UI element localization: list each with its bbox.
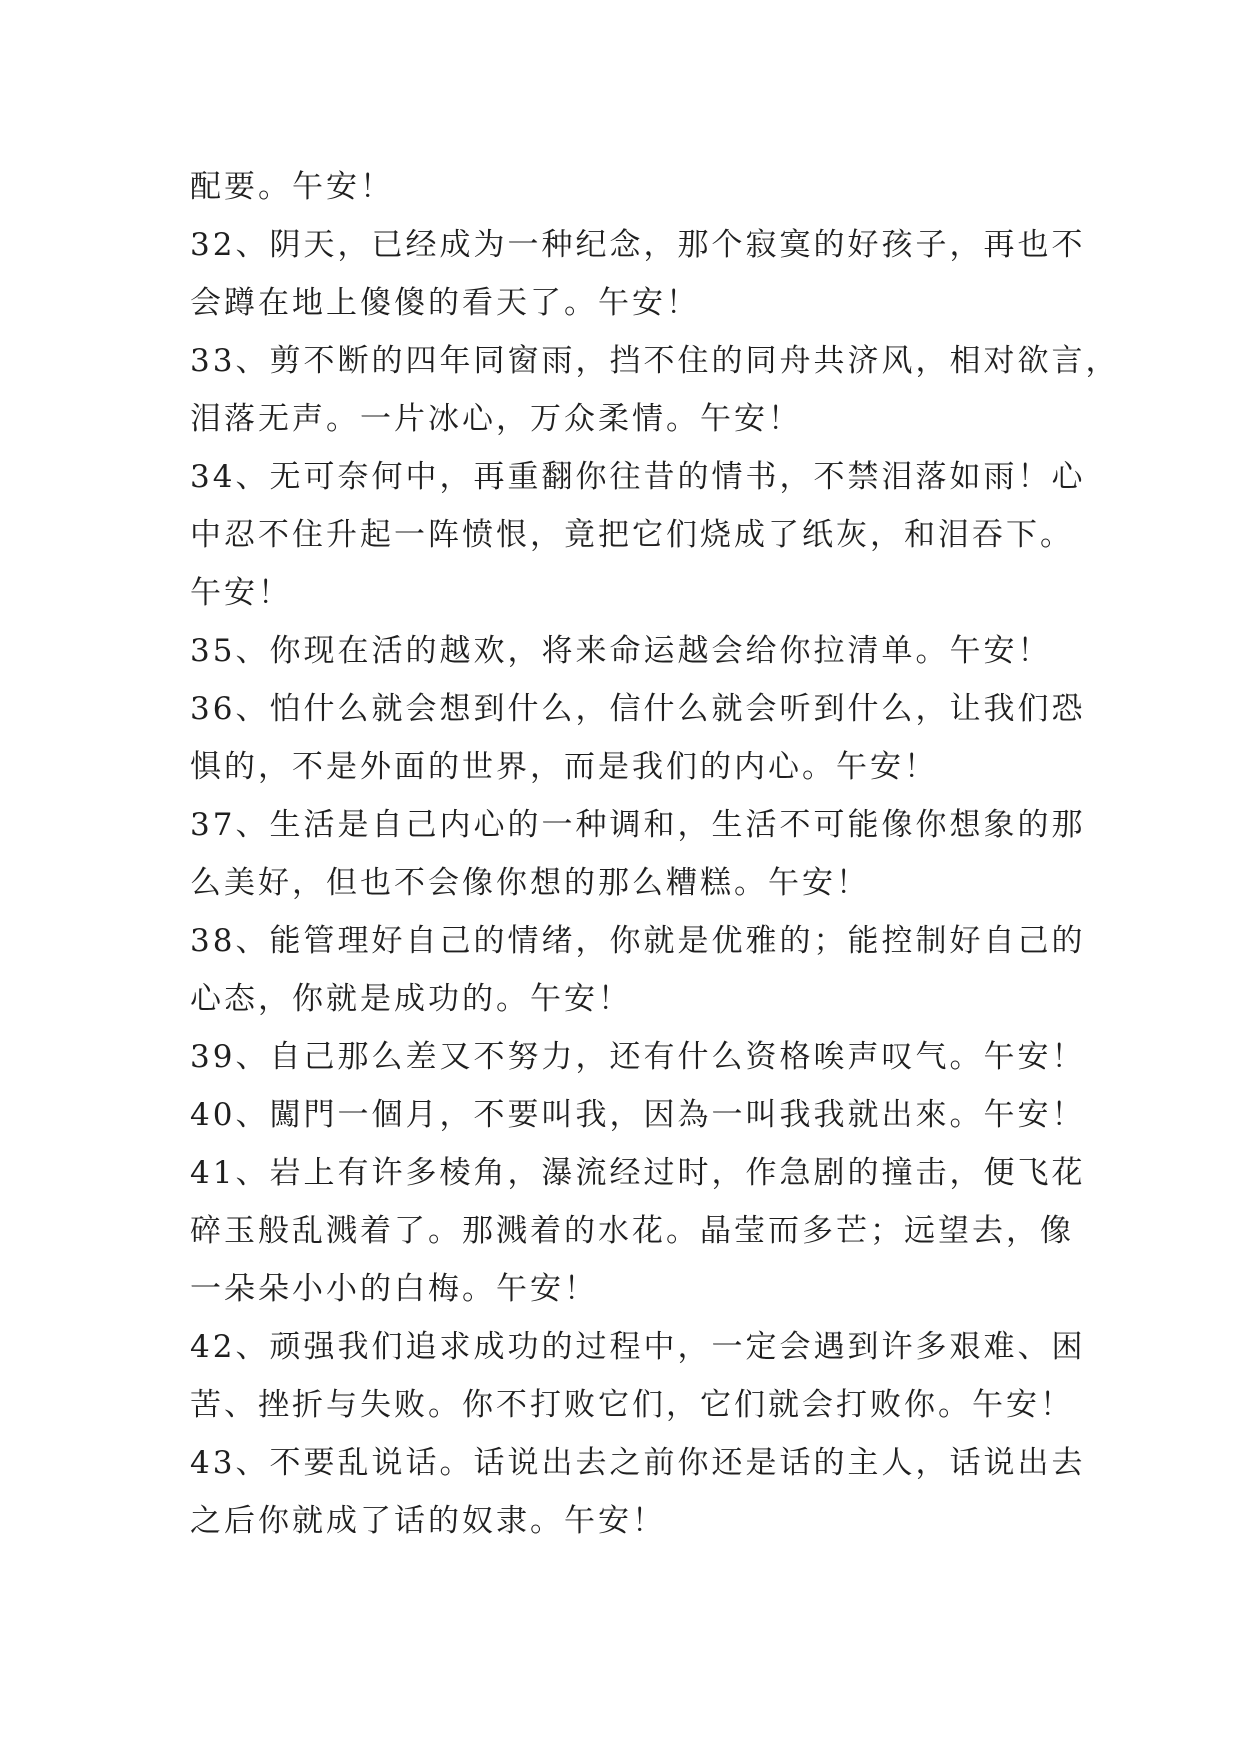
text-line: 惧的，不是外面的世界，而是我们的内心。午安！	[190, 749, 938, 785]
text-line: 38、能管理好自己的情绪，你就是优雅的；能控制好自己的	[190, 923, 1086, 959]
text-line: 一朵朵小小的白梅。午安！	[190, 1271, 598, 1307]
text-line: 么美好，但也不会像你想的那么糟糕。午安！	[190, 865, 870, 901]
document-body	[190, 158, 1120, 1550]
text-line: 心态，你就是成功的。午安！	[190, 981, 632, 1017]
text-line: 碎玉般乱溅着了。那溅着的水花。晶莹而多芒；远望去，像	[190, 1213, 1074, 1249]
text-line: 36、怕什么就会想到什么，信什么就会听到什么，让我们恐	[190, 691, 1086, 727]
text-line: 32、阴天，已经成为一种纪念，那个寂寞的好孩子，再也不	[190, 227, 1086, 263]
text-line: 42、顽强我们追求成功的过程中，一定会遇到许多艰难、困	[190, 1329, 1086, 1365]
text-line: 会蹲在地上傻傻的看天了。午安！	[190, 285, 700, 321]
text-line: 37、生活是自己内心的一种调和，生活不可能像你想象的那	[190, 807, 1086, 843]
text-line: 中忍不住升起一阵愤恨，竟把它们烧成了纸灰，和泪吞下。	[190, 517, 1074, 553]
text-line: 40、闖門一個月，不要叫我，因為一叫我我就出來。午安！	[190, 1097, 1086, 1133]
text-line: 午安！	[190, 575, 292, 611]
text-line: 35、你现在活的越欢，将来命运越会给你拉清单。午安！	[190, 633, 1052, 669]
text-line: 之后你就成了话的奴隶。午安！	[190, 1503, 666, 1539]
text-line: 39、自己那么差又不努力，还有什么资格唉声叹气。午安！	[190, 1039, 1086, 1075]
text-line: 苦、挫折与失败。你不打败它们，它们就会打败你。午安！	[190, 1387, 1074, 1423]
text-line: 43、不要乱说话。话说出去之前你还是话的主人，话说出去	[190, 1445, 1086, 1481]
text-line: 配要。午安！	[190, 169, 394, 205]
text-line: 泪落无声。一片冰心，万众柔情。午安！	[190, 401, 802, 437]
text-line: 33、剪不断的四年同窗雨，挡不住的同舟共济风，相对欲言，	[190, 343, 1120, 379]
text-line: 34、无可奈何中，再重翻你往昔的情书，不禁泪落如雨！心	[190, 459, 1086, 495]
text-line: 41、岩上有许多棱角，瀑流经过时，作急剧的撞击，便飞花	[190, 1155, 1086, 1191]
